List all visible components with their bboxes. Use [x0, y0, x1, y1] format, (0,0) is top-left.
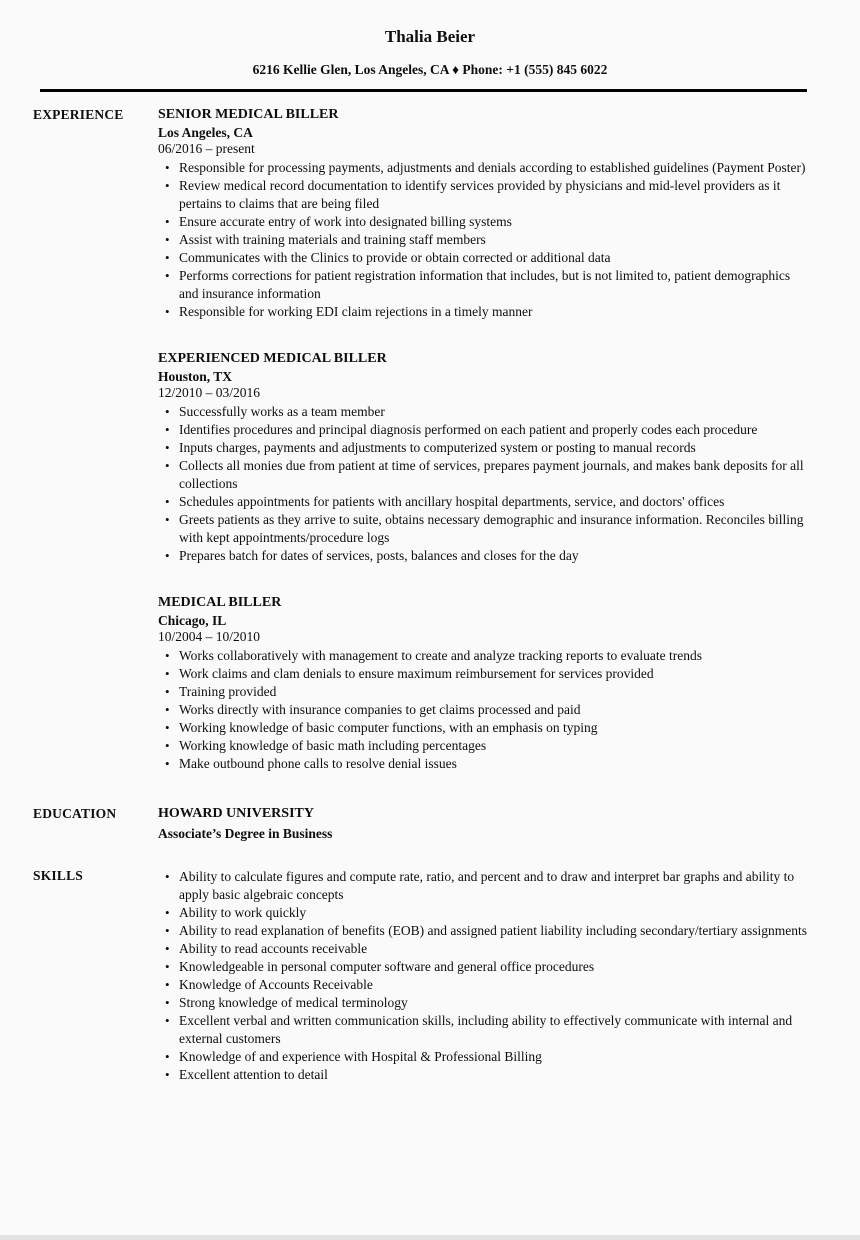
bullet-item: • Assist with training materials and training staff members	[158, 231, 810, 249]
job-title: SENIOR MEDICAL BILLER	[158, 107, 339, 122]
bullet-item: • Excellent verbal and written communication skills, including ability to effectively communicate with internal and external customers	[158, 1012, 810, 1048]
bullet-item: • Responsible for working EDI claim rejections in a timely manner	[158, 303, 810, 321]
bullet-item: • Working knowledge of basic math including percentages	[158, 737, 810, 755]
header-divider	[40, 89, 807, 92]
job-entry-medical-biller	[158, 593, 810, 773]
person-name: Thalia Beier	[384, 27, 476, 46]
school-name: HOWARD UNIVERSITY	[158, 806, 314, 821]
bullet-item: • Knowledgeable in personal computer software and general office procedures	[158, 958, 810, 976]
bullet-item: • Works directly with insurance companies to get claims processed and paid	[158, 701, 810, 719]
window-bottom-edge	[0, 1235, 860, 1240]
bullet-item: • Ability to calculate figures and compute rate, ratio, and percent and to draw and interpret bar graphs and ability to apply basic algebraic concepts	[158, 868, 810, 904]
bullet-item: • Ability to work quickly	[158, 904, 810, 922]
bullet-item: • Knowledge of and experience with Hospital & Professional Billing	[158, 1048, 810, 1066]
bullet-item: • Works collaboratively with management to create and analyze tracking reports to evaluate trends	[158, 647, 810, 665]
bullet-item: • Make outbound phone calls to resolve denial issues	[158, 755, 810, 773]
section-education	[0, 804, 860, 843]
skills-bullet-list	[158, 868, 810, 1084]
bullet-item: • Ensure accurate entry of work into designated billing systems	[158, 213, 810, 231]
bullet-item: • Greets patients as they arrive to suite, obtains necessary demographic and insurance information. Reconciles billing with kept appointments/procedure logs	[158, 511, 810, 547]
job-title: MEDICAL BILLER	[158, 595, 282, 610]
degree-name: Associate’s Degree in Business	[158, 826, 333, 841]
job-bullet-list	[158, 647, 810, 773]
bullet-item: • Inputs charges, payments and adjustments to computerized system or posting to manual records	[158, 439, 810, 457]
section-skills	[0, 866, 860, 1084]
bullet-item: • Ability to read explanation of benefits (EOB) and assigned patient liability including secondary/tertiary assignments	[158, 922, 810, 940]
skills-content	[158, 866, 810, 1084]
bullet-item: • Communicates with the Clinics to provide or obtain corrected or additional data	[158, 249, 810, 267]
job-dates: 06/2016 – present	[158, 141, 255, 156]
bullet-item: • Review medical record documentation to identify services provided by physicians and mid-level providers as it pertains to claims that are being filed	[158, 177, 810, 213]
bullet-item: • Working knowledge of basic computer functions, with an emphasis on typing	[158, 719, 810, 737]
job-location: Los Angeles, CA	[158, 125, 253, 140]
bullet-item: • Successfully works as a team member	[158, 403, 810, 421]
job-bullet-list	[158, 403, 810, 565]
bullet-item: • Responsible for processing payments, adjustments and denials according to established guidelines (Payment Poster)	[158, 159, 810, 177]
bullet-item: • Work claims and clam denials to ensure maximum reimbursement for services provided	[158, 665, 810, 683]
bullet-item: • Strong knowledge of medical terminology	[158, 994, 810, 1012]
job-location: Chicago, IL	[158, 613, 227, 628]
section-label-education: EDUCATION	[33, 806, 117, 821]
bullet-item: • Performs corrections for patient registration information that includes, but is not limited to, patient demographics and insurance information	[158, 267, 810, 303]
job-entry-experienced-medical-biller	[158, 349, 810, 565]
job-dates: 12/2010 – 03/2016	[158, 385, 261, 400]
job-title: EXPERIENCED MEDICAL BILLER	[158, 351, 387, 366]
job-dates: 10/2004 – 10/2010	[158, 629, 261, 644]
bullet-item: • Identifies procedures and principal diagnosis performed on each patient and properly codes each procedure	[158, 421, 810, 439]
bullet-item: • Excellent attention to detail	[158, 1066, 810, 1084]
bullet-item: • Prepares batch for dates of services, posts, balances and closes for the day	[158, 547, 810, 565]
job-bullet-list	[158, 159, 810, 321]
bullet-item: • Training provided	[158, 683, 810, 701]
section-label-skills: SKILLS	[33, 868, 83, 883]
bullet-item: • Ability to read accounts receivable	[158, 940, 810, 958]
section-label-experience: EXPERIENCE	[33, 107, 124, 122]
education-content	[158, 804, 810, 843]
bullet-item: • Schedules appointments for patients with ancillary hospital departments, service, and doctors' offices	[158, 493, 810, 511]
section-experience	[0, 105, 860, 773]
bullet-item: • Knowledge of Accounts Receivable	[158, 976, 810, 994]
contact-line: 6216 Kellie Glen, Los Angeles, CA ♦ Phone: +1 (555) 845 6022	[252, 62, 608, 77]
bullet-item: • Collects all monies due from patient at time of services, prepares payment journals, and makes bank deposits for all collections	[158, 457, 810, 493]
job-location: Houston, TX	[158, 369, 233, 384]
experience-content	[158, 105, 810, 773]
job-entry-senior-medical-biller	[158, 105, 810, 321]
